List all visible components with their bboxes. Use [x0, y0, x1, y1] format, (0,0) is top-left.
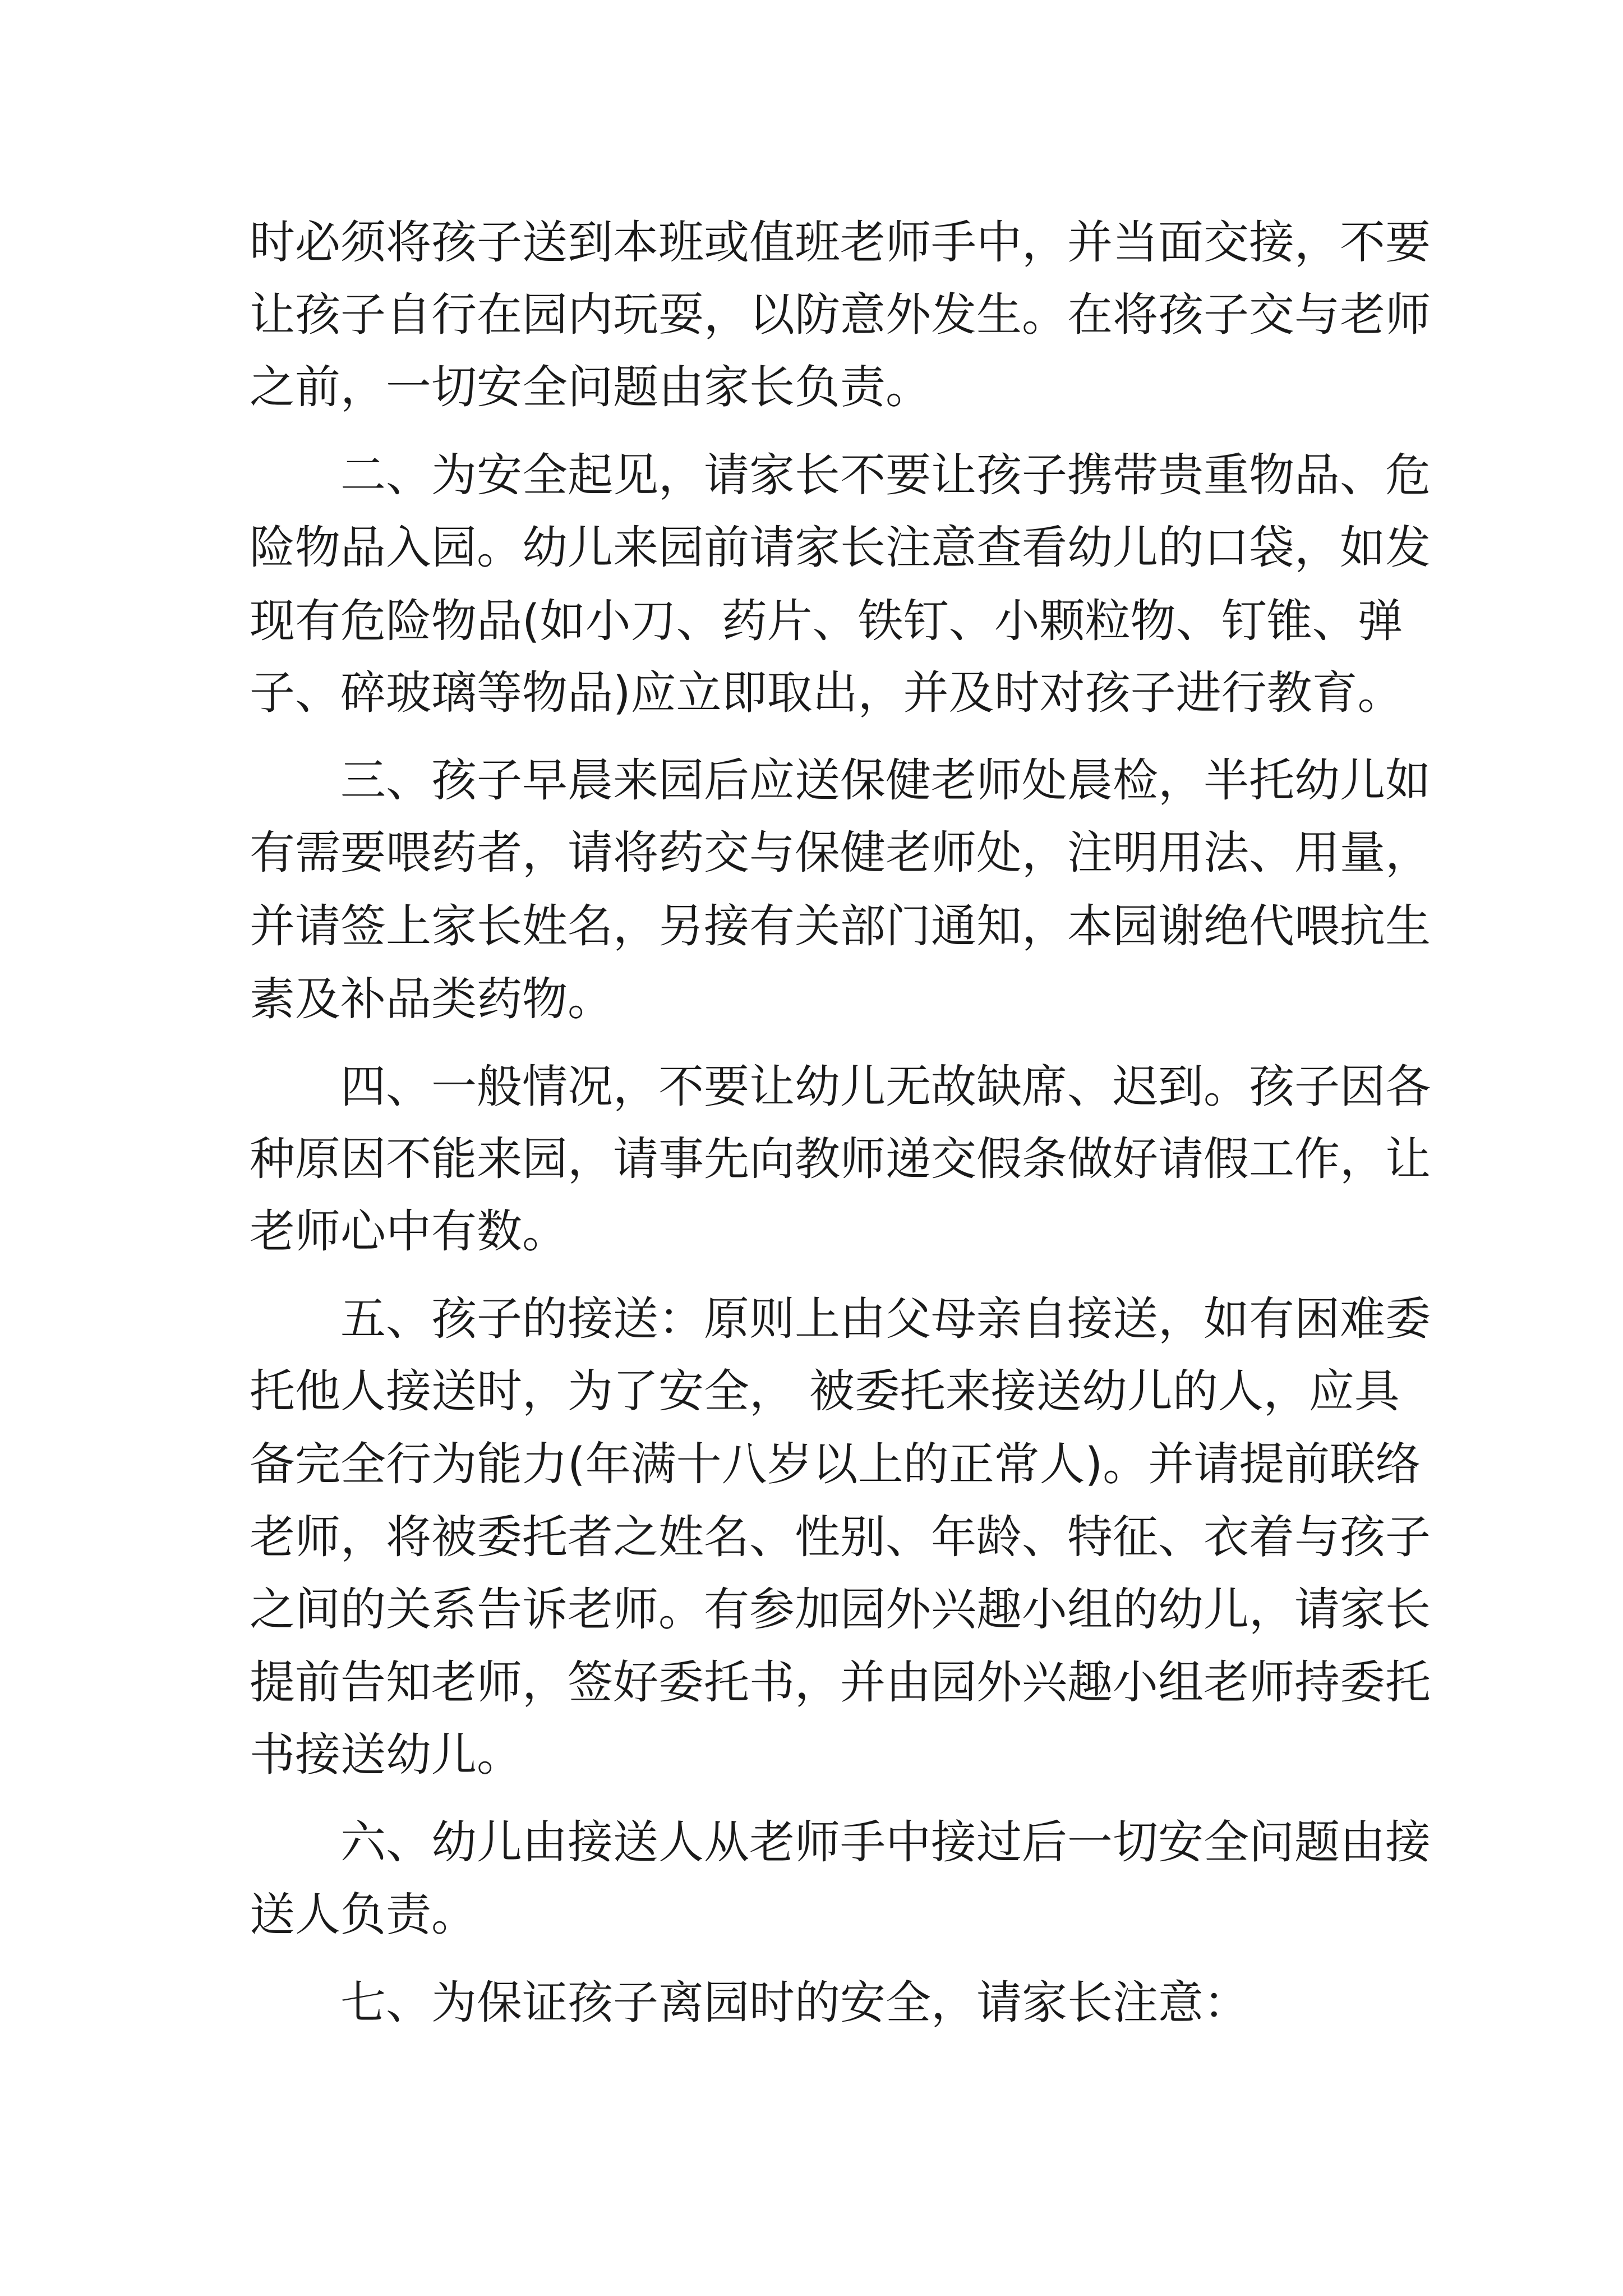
text-line: 种原因不能来园，请事先向教师递交假条做好请假工作，让: [250, 1133, 1431, 1186]
text-line: 并请签上家长姓名，另接有关部门通知，本园谢绝代喂抗生: [250, 900, 1431, 953]
text-line: 四、一般情况，不要让幼儿无故缺席、迟到。孩子因各: [340, 1061, 1431, 1114]
text-line: 二、为安全起见，请家长不要让孩子携带贵重物品、危: [340, 449, 1431, 502]
text-line: 之前，一切安全问题由家长负责。: [250, 361, 932, 414]
text-line: 送人负责。: [250, 1889, 477, 1941]
text-line: 三、孩子早晨来园后应送保健老师处晨检，半托幼儿如: [340, 754, 1431, 807]
text-line: 老师，将被委托者之姓名、性别、年龄、特征、衣着与孩子: [250, 1511, 1431, 1564]
text-line: 六、幼儿由接送人从老师手中接过后一切安全问题由接: [340, 1816, 1431, 1869]
text-line: 老师心中有数。: [250, 1205, 568, 1258]
text-line: 让孩子自行在园内玩耍，以防意外发生。在将孩子交与老师: [250, 289, 1431, 342]
text-line: 书接送幼儿。: [250, 1729, 523, 1782]
text-line: 之间的关系告诉老师。有参加园外兴趣小组的幼儿，请家长: [250, 1584, 1431, 1636]
text-line: 险物品入园。幼儿来园前请家长注意查看幼儿的口袋，如发: [250, 522, 1431, 574]
text-line: 七、为保证孩子离园时的安全，请家长注意：: [340, 1977, 1249, 2030]
text-line: 有需要喂药者，请将药交与保健老师处，注明用法、用量，: [250, 827, 1431, 880]
text-line: 时必须将孩子送到本班或值班老师手中，并当面交接，不要: [250, 217, 1431, 269]
text-line: 子、碎玻璃等物品)应立即取出，并及时对孩子进行教育。: [250, 667, 1403, 720]
text-line: 五、孩子的接送：原则上由父母亲自接送，如有困难委: [340, 1293, 1431, 1346]
text-line: 提前告知老师，签好委托书，并由园外兴趣小组老师持委托: [250, 1657, 1431, 1709]
text-line: 托他人接送时，为了安全， 被委托来接送幼儿的人，应具: [250, 1365, 1400, 1418]
text-line: 备完全行为能力(年满十八岁以上的正常人)。并请提前联络: [250, 1438, 1421, 1491]
text-line: 素及补品类药物。: [250, 973, 614, 1026]
text-line: 现有危险物品(如小刀、药片、铁钉、小颗粒物、钉锥、弹: [250, 595, 1403, 648]
